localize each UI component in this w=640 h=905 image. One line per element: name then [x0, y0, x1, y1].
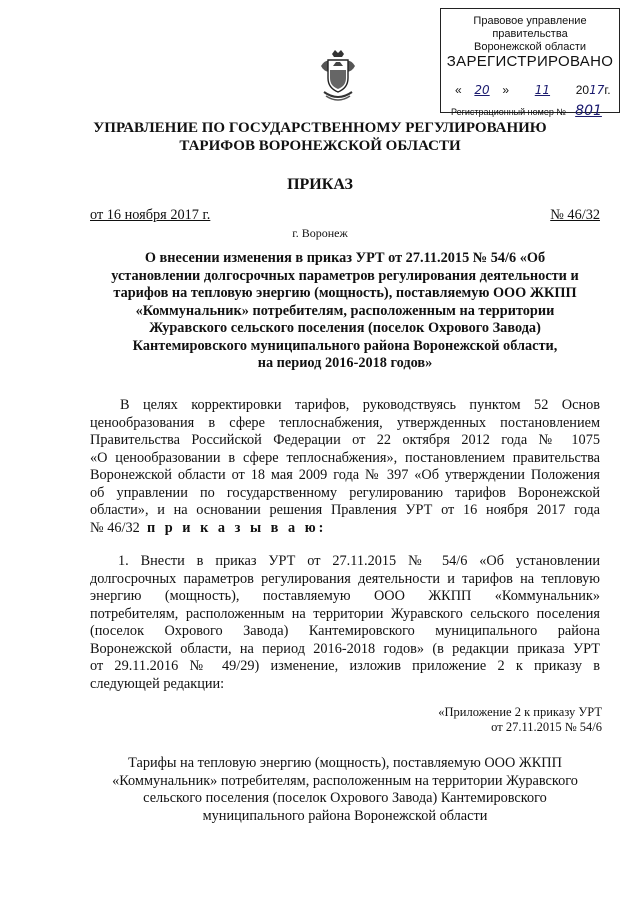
stamp-day: 20 — [474, 83, 490, 97]
tariff-title-line: Тарифы на тепловую энергию (мощность), поставляемую ООО ЖКПП — [128, 755, 562, 771]
item-1-line: долгосрочных параметров регулирования деятельности и тарифов на тепловую — [90, 570, 600, 587]
tariff-title-line: «Коммунальник» потребителям, расположенным на территории Журавского — [112, 772, 578, 789]
doc-type: ПРИКАЗ — [287, 176, 353, 193]
item-1-line: (поселок Охрового Завода) Кантемировского муниципального района — [90, 623, 600, 639]
preamble-line: Правительства Российской Федерации от 22 октября 2012 года № 1075 — [90, 432, 600, 448]
stamp-reg-label: Регистрационный номер № — [451, 107, 567, 117]
stamp-year-suffix: г. — [604, 83, 611, 97]
appendix-line1: «Приложение 2 к приказу УРТ — [438, 705, 602, 719]
tariff-title — [90, 755, 600, 825]
item-1-line: от 29.11.2016 № 49/29) изменение, изложив приложение 2 к приказу в — [90, 658, 600, 674]
preamble-number: № 46/32 — [90, 519, 140, 536]
title-line: «Коммунальник» потребителям, расположенным на территории — [135, 302, 555, 319]
item-1-line: Воронежской области, на период 2016-2018 годов» (в редакции приказа УРТ — [90, 640, 600, 657]
title-line: Журавского сельского поселения (поселок Охрового Завода) — [149, 320, 541, 336]
stamp-org-line1: Правовое управление правительства — [473, 15, 587, 40]
preamble-last-line — [90, 520, 600, 538]
order-verb: п р и к а з ы в а ю: — [146, 519, 327, 536]
order-number: № 46/32 — [550, 207, 600, 223]
preamble-line: об управлении по государственному регулированию тарифов Воронежской — [90, 484, 600, 501]
title-line: О внесении изменения в приказ УРТ от 27.11.2015 № 54/6 «Об — [144, 250, 546, 266]
title-line: на период 2016-2018 годов» — [257, 355, 433, 371]
tariff-title-line: муниципального района Воронежской области — [202, 807, 488, 824]
stamp-org — [441, 15, 619, 54]
title-line: установлении долгосрочных параметров регулирования деятельности и — [111, 267, 579, 284]
appendix-line2: от 27.11.2015 № 54/6 — [491, 720, 602, 734]
item-1-line: энергию (мощность), поставляемую ООО ЖКПП «Коммунальник» — [90, 588, 600, 604]
stamp-month: 11 — [534, 83, 551, 97]
appendix-reference — [438, 705, 602, 735]
title-line: тарифов на тепловую энергию (мощность), поставляемую ООО ЖКПП — [113, 285, 577, 301]
preamble — [90, 397, 600, 537]
stamp-reg-value: 801 — [575, 103, 602, 119]
preamble-line: В целях корректировки тарифов, руководствуясь пунктом 52 Основ — [120, 397, 600, 413]
stamp-quote-open: « — [455, 83, 462, 97]
org-name-line2: ТАРИФОВ ВОРОНЕЖСКОЙ ОБЛАСТИ — [179, 138, 461, 154]
stamp-org-line2: Воронежской области — [473, 41, 586, 53]
org-name-line1: УПРАВЛЕНИЕ ПО ГОСУДАРСТВЕННОМУ РЕГУЛИРОВАНИЮ — [93, 120, 547, 136]
preamble-line: «О ценообразовании в сфере теплоснабжения», постановлением правительства — [90, 449, 600, 466]
stamp-quote-close: » — [502, 83, 510, 97]
registration-stamp — [440, 8, 620, 119]
preamble-line: ценообразования в сфере теплоснабжения, утвержденных постановлением — [90, 414, 600, 431]
stamp-reg-number — [451, 103, 609, 119]
order-title — [90, 250, 600, 373]
item-1 — [90, 553, 600, 693]
item-1-line: 1. Внести в приказ УРТ от 27.11.2015 № 54/6 «Об установлении — [118, 553, 600, 569]
preamble-line: области», и на основании решения Правления УРТ от 16 ноября 2017 года — [90, 502, 600, 518]
stamp-year-hand: 17 — [589, 83, 605, 97]
title-line: Кантемировского муниципального района Воронежской области, — [132, 337, 558, 354]
item-1-line: следующей редакции: — [90, 675, 225, 692]
stamp-year-prefix: 20 — [575, 83, 590, 97]
coat-of-arms-emblem — [318, 48, 358, 104]
city: г. Воронеж — [292, 226, 348, 240]
item-1-line: потребителям, расположенным на территории Журавского сельского поселения — [90, 605, 600, 622]
preamble-line: Воронежской области от 18 мая 2009 года № 397 «Об утверждении Положения — [90, 467, 600, 483]
order-date: от 16 ноября 2017 г. — [90, 207, 211, 223]
tariff-title-line: сельского поселения (поселок Охрового Завода) Кантемировского — [143, 790, 547, 806]
stamp-date — [455, 83, 611, 97]
stamp-registered: ЗАРЕГИСТРИРОВАНО — [446, 53, 614, 70]
